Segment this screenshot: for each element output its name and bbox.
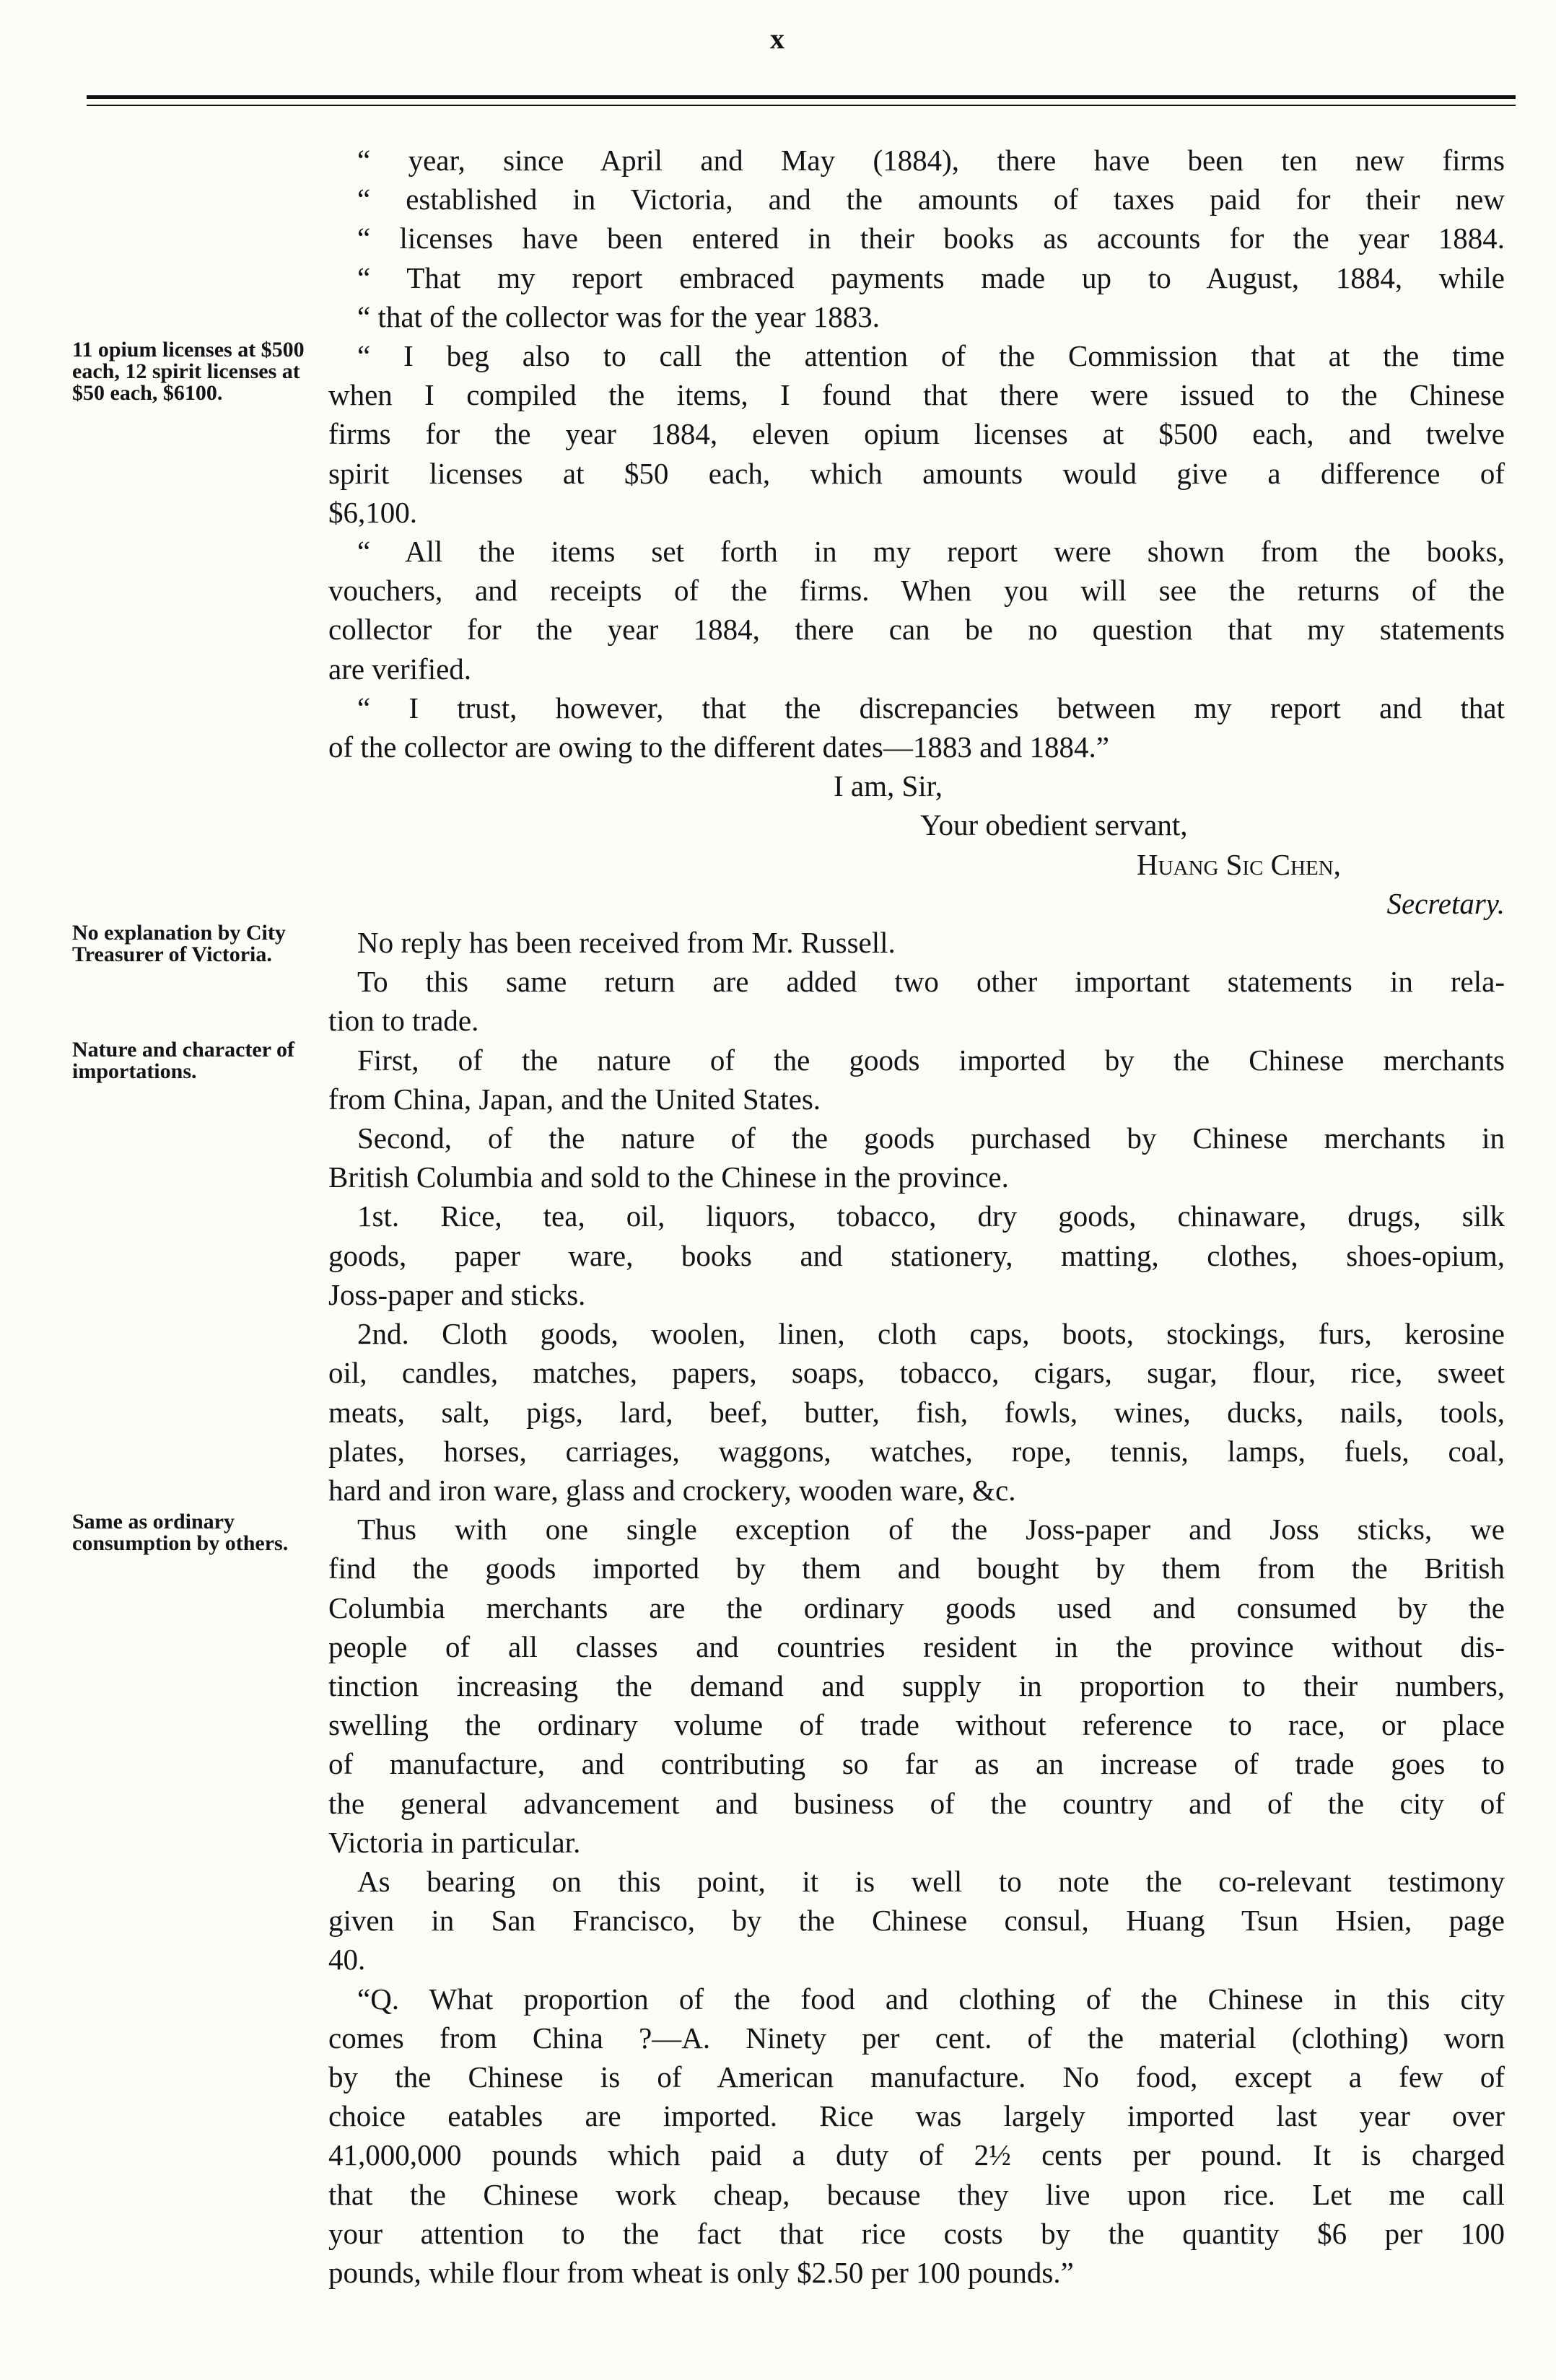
paragraph (328, 1041, 1505, 1119)
signer-name: Huang Sic Chen, (1137, 847, 1341, 881)
text-line: from China, Japan, and the United States. (328, 1082, 821, 1116)
text-line: “ year, since April and May (1884), there have been ten new firms (357, 144, 1505, 177)
paragraph (328, 1510, 1505, 1862)
page-number: x (770, 22, 786, 55)
text-line: plates, horses, carriages, waggons, watches, rope, tennis, lamps, fuels, coal, (328, 1434, 1505, 1468)
text-line: British Columbia and sold to the Chinese in the province. (328, 1160, 1009, 1194)
text-line: are verified. (328, 652, 472, 686)
text-line: 40. (328, 1943, 366, 1977)
servant-line: Your obedient servant, (920, 808, 1188, 842)
text-line: pounds, while flour from wheat is only $2.50 per 100 pounds.” (328, 2255, 1074, 2289)
text-line: 41,000,000 pounds which paid a duty of 2½ cents per pound. It is charged (328, 2138, 1505, 2172)
text-line: “ licenses have been entered in their books as accounts for the year 1884. (357, 222, 1505, 255)
text-line: spirit licenses at $50 each, which amounts would give a difference of (328, 456, 1505, 490)
text-line: given in San Francisco, by the Chinese consul, Huang Tsun Hsien, page (328, 1904, 1505, 1938)
text-line: Columbia merchants are the ordinary goods used and consumed by the (328, 1591, 1505, 1624)
text-line: Thus with one single exception of the Joss-paper and Joss sticks, we (357, 1513, 1505, 1546)
paragraph (328, 1862, 1505, 1979)
text-line: choice eatables are imported. Rice was largely imported last year over (328, 2099, 1505, 2133)
text-line: “Q. What proportion of the food and clothing of the Chinese in this city (357, 1982, 1505, 2016)
margin-note-consumption: Same as ordinary consumption by others. (72, 1510, 289, 1555)
body-text (328, 141, 1505, 2292)
text-line: “ that of the collector was for the year 1883. (357, 299, 880, 333)
text-line: “ I trust, however, that the discrepancies between my report and that (357, 691, 1505, 725)
text-line: No reply has been received from Mr. Russell. (357, 926, 896, 960)
paragraph (328, 1196, 1505, 1314)
text-line: vouchers, and receipts of the firms. When you will see the returns of the (328, 574, 1505, 608)
text-line: find the goods imported by them and bought by them from the British (328, 1552, 1505, 1585)
text-line: when I compiled the items, I found that there were issued to the Chinese (328, 378, 1505, 412)
closing-line: I am, Sir, (834, 769, 943, 803)
paragraph (328, 1314, 1505, 1510)
text-line: goods, paper ware, books and stationery, matting, clothes, shoes-opium, (328, 1238, 1505, 1272)
text-line: swelling the ordinary volume of trade without reference to race, or place (328, 1708, 1505, 1742)
header-rule-thick (87, 95, 1516, 99)
text-line: tion to trade. (328, 1004, 479, 1038)
header-rule-thin (87, 105, 1516, 106)
paragraph (328, 923, 1505, 962)
text-line: comes from China ?—A. Ninety per cent. of the material (clothing) worn (328, 2021, 1505, 2055)
text-line: collector for the year 1884, there can be no question that my statements (328, 613, 1505, 647)
text-line: $6,100. (328, 495, 417, 529)
text-line: Second, of the nature of the goods purchased by Chinese merchants in (357, 1121, 1505, 1155)
text-line: “ I beg also to call the attention of the Commission that at the time (357, 339, 1505, 373)
text-line: “ All the items set forth in my report were shown from the books, (357, 535, 1505, 569)
text-line: that the Chinese work cheap, because they live upon rice. Let me call (328, 2177, 1505, 2211)
text-line: To this same return are added two other important statements in rela- (357, 965, 1505, 999)
text-line: by the Chinese is of American manufacture. No food, except a few of (328, 2060, 1505, 2094)
margin-note-importations: Nature and character of importations. (72, 1038, 294, 1083)
text-line: the general advancement and business of the country and of the city of (328, 1786, 1505, 1820)
text-line: oil, candles, matches, papers, soaps, tobacco, cigars, sugar, flour, rice, sweet (328, 1356, 1505, 1390)
text-line: tinction increasing the demand and supply in proportion to their numbers, (328, 1668, 1505, 1702)
text-line: Joss-paper and sticks. (328, 1277, 586, 1311)
quoted-letter (328, 141, 1505, 923)
margin-note-licenses: 11 opium licenses at $500 each, 12 spirit licenses at $50 each, $6100. (72, 338, 305, 405)
quoted-testimony (328, 1979, 1505, 2293)
text-line: meats, salt, pigs, lard, beef, butter, fish, fowls, wines, ducks, nails, tools, (328, 1395, 1505, 1429)
text-line: firms for the year 1884, eleven opium licenses at $500 each, and twelve (328, 417, 1505, 451)
text-line: 1st. Rice, tea, oil, liquors, tobacco, dry goods, chinaware, drugs, silk (357, 1199, 1505, 1233)
text-line: people of all classes and countries resident in the province without dis- (328, 1629, 1505, 1663)
text-line: “ That my report embraced payments made up to August, 1884, while (357, 261, 1505, 294)
text-line: 2nd. Cloth goods, woolen, linen, cloth caps, boots, stockings, furs, kerosine (357, 1317, 1505, 1351)
margin-note-no-explanation: No explanation by City Treasurer of Victoria. (72, 921, 286, 966)
text-line: As bearing on this point, it is well to note the co-relevant testimony (357, 1864, 1505, 1898)
text-line: Victoria in particular. (328, 1825, 581, 1859)
text-line: of manufacture, and contributing so far as an increase of trade goes to (328, 1747, 1505, 1781)
text-line: hard and iron ware, glass and crockery, wooden ware, &c. (328, 1473, 1016, 1507)
text-line: “ established in Victoria, and the amounts of taxes paid for their new (357, 183, 1505, 216)
paragraph (328, 1119, 1505, 1196)
text-line: of the collector are owing to the different dates—1883 and 1884.” (328, 730, 1109, 764)
text-line: your attention to the fact that rice costs by the quantity $6 per 100 (328, 2216, 1505, 2250)
signer-title: Secretary. (1386, 886, 1505, 920)
paragraph (328, 962, 1505, 1040)
text-line: First, of the nature of the goods imported by the Chinese merchants (357, 1043, 1505, 1077)
